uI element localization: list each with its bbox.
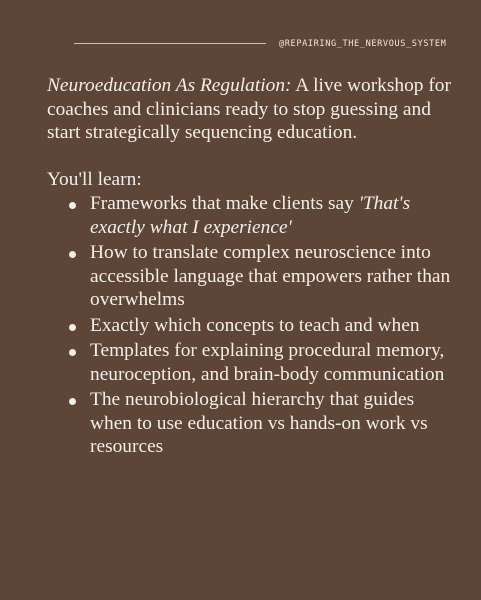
learning-list <box>47 192 457 459</box>
list-item-text: Templates for explaining procedural memory, neuroception, and brain-body communication <box>90 340 445 385</box>
list-item-text: Exactly which concepts to teach and when <box>90 314 420 336</box>
list-item <box>47 192 457 239</box>
post-content <box>47 74 457 461</box>
divider-line <box>74 43 266 44</box>
workshop-title: Neuroeducation As Regulation: <box>47 75 292 96</box>
list-item <box>47 241 457 312</box>
list-item-text: The neurobiological hierarchy that guides when to use education vs hands-on work vs resources <box>90 389 428 457</box>
bullet-dot-icon <box>69 324 76 331</box>
top-bar <box>0 36 481 52</box>
list-item <box>47 339 457 386</box>
intro-paragraph <box>47 74 457 145</box>
learn-heading: You'll learn: <box>47 168 142 190</box>
list-item <box>47 314 457 338</box>
bullet-dot-icon <box>69 398 76 405</box>
bullet-dot-icon <box>69 202 76 209</box>
bullet-dot-icon <box>69 251 76 258</box>
workshop-description: A live workshop for coaches and clinicians ready to stop guessing and start strategically sequencing education. <box>47 75 451 143</box>
bullet-dot-icon <box>69 349 76 356</box>
list-item-text: How to translate complex neuroscience into accessible language that empowers rather than overwhelms <box>90 242 451 310</box>
account-handle: @REPAIRING_THE_NERVOUS_SYSTEM <box>279 39 447 49</box>
list-item <box>47 388 457 459</box>
list-item-quote: 'That's exactly what I experience' <box>90 193 411 238</box>
list-item-text: Frameworks that make clients say <box>90 193 359 214</box>
